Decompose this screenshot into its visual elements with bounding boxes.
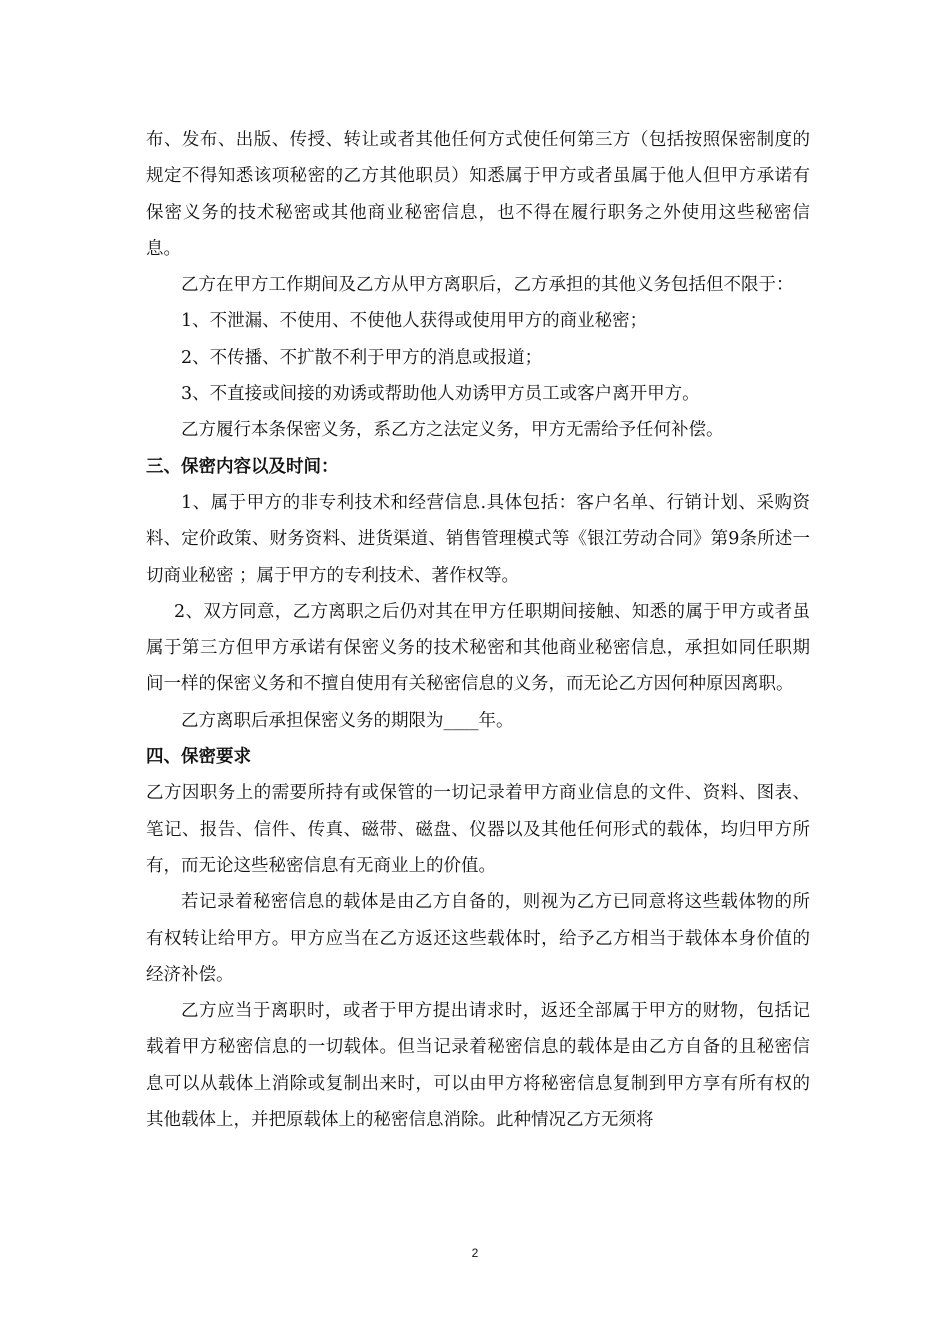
paragraph-other-obligations: 乙方在甲方工作期间及乙方从甲方离职后，乙方承担的其他义务包括但不限于： xyxy=(181,275,794,296)
list-item-obligation-1: 1、不泄漏、不使用、不使他人获得或使用甲方的商业秘密； xyxy=(181,311,648,332)
document-body xyxy=(146,122,810,1138)
paragraph-content-2: 2、双方同意，乙方离职之后仍对其在甲方任职期间接触、知悉的属于甲方或者虽属于第三方但甲方承诺有保密义务的技术秘密和其他商业秘密信息，承担如同任职期间一样的保密义务和不擅自使用有关秘密信息的义务，而无论乙方因何种原因离职。 xyxy=(146,601,810,695)
paragraph-carriers-ownership: 乙方因职务上的需要所持有或保管的一切记录着甲方商业信息的文件、资料、图表、笔记、报告、信件、传真、磁带、磁盘、仪器以及其他任何形式的载体，均归甲方所有，而无论这些秘密信息有无商业上的价值。 xyxy=(146,783,810,876)
paragraph-return-property: 乙方应当于离职时，或者于甲方提出请求时，返还全部属于甲方的财物，包括记载着甲方秘密信息的一切载体。但当记录着秘密信息的载体是由乙方自备的且秘密信息可以从载体上消除或复制出来时，可以由甲方将秘密信息复制到甲方享有所有权的其他载体上，并把原载体上的秘密信息消除。此种情况乙方无须将 xyxy=(146,1001,810,1131)
section-heading-3: 三、保密内容以及时间： xyxy=(146,456,339,477)
paragraph-no-compensation: 乙方履行本条保密义务，系乙方之法定义务，甲方无需给予任何补偿。 xyxy=(181,420,724,441)
list-item-obligation-3: 3、不直接或间接的劝诱或帮助他人劝诱甲方员工或客户离开甲方。 xyxy=(181,384,700,405)
section-heading-4: 四、保密要求 xyxy=(146,747,251,768)
page-number: 2 xyxy=(471,1246,479,1260)
paragraph-self-owned-carriers: 若记录着秘密信息的载体是由乙方自备的，则视为乙方已同意将这些载体物的所有权转让给甲方。甲方应当在乙方返还这些载体时，给予乙方相当于载体本身价值的经济补偿。 xyxy=(146,892,810,985)
paragraph-confidential-obligation-continued: 布、发布、出版、传授、转让或者其他任何方式使任何第三方（包括按照保密制度的规定不得知悉该项秘密的乙方其他职员）知悉属于甲方或者虽属于他人但甲方承诺有保密义务的技术秘密或其他商业秘密信息，也不得在履行职务之外使用这些秘密信息。 xyxy=(146,130,810,259)
paragraph-content-1: 1、属于甲方的非专利技术和经营信息.具体包括：客户名单、行销计划、采购资料、定价政策、财务资料、进货渠道、销售管理模式等《银江劳动合同》第9条所述一切商业秘密 ；属于甲方的专利技术、著作权等。 xyxy=(146,492,810,586)
list-item-obligation-2: 2、不传播、不扩散不利于甲方的消息或报道； xyxy=(181,347,543,368)
paragraph-term: 乙方离职后承担保密义务的期限为____年。 xyxy=(181,710,514,731)
